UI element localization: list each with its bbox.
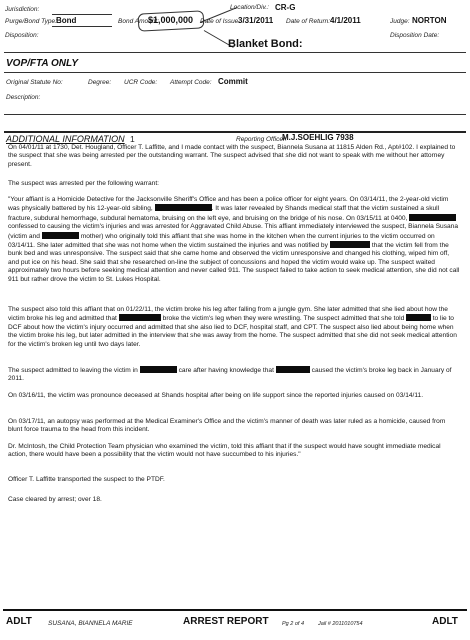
narrative-text: "Your affiant is a Homicide Detective for the Jacksonville Sheriff's Office and has been a police officer for eight years. On 03/14/11, the 2-year-old victim was physically battered by his 12-year-old sibling, — [8, 196, 451, 213]
narrative-paragraph — [8, 144, 460, 169]
original-statute-label: Original Statute No: — [6, 79, 63, 86]
narrative-paragraph — [8, 196, 460, 284]
narrative-text: that the victim fell from the bunk bed and was unresponsive. The suspect said that she came home and observed the victim unresponsive and changed his clothing, wiped him off, and put ice on his head. She said that she researched on-line the subject of concussions and hoped the victim would wake up. The suspect waited approximately two hours before seeking medical attention and never called 911. The suspect failed to take action to seek medical attention, she did not call 911 but rather drove the victim to St. Lukes Hospital. — [8, 242, 462, 283]
date-of-return-value: 4/1/2011 — [330, 16, 361, 25]
narrative-text: caused the victim's broke leg back in January of 2011. — [8, 367, 454, 383]
date-of-issue-label: Date of Issue: — [200, 18, 241, 25]
redaction-box — [276, 366, 310, 373]
narrative-paragraph — [8, 496, 460, 504]
header-divider — [4, 52, 466, 53]
ucr-code-label: UCR Code: — [124, 79, 158, 86]
redaction-box — [119, 314, 161, 321]
reporting-officer-label: Reporting Officer: — [236, 136, 287, 143]
footer-rule — [3, 609, 467, 611]
narrative-text: to lie to DCF about how the victim's injury occurred and admitted that she also lied to DCF, hospital staff, and CPT. The suspect also lied about being home when the victim broke his leg, but later admitted in the interview that she was away from the home. The suspect admitted that she did not seek medical attention for the victim's broken leg until two days later. — [8, 315, 459, 348]
vop-divider — [4, 72, 466, 73]
redaction-box — [406, 314, 431, 321]
narrative-paragraph — [8, 392, 460, 400]
description-divider — [4, 114, 466, 115]
judge-value: NORTON — [412, 16, 447, 25]
narrative-paragraph — [8, 306, 460, 349]
date-of-return-label: Date of Return: — [286, 18, 331, 25]
bond-amount-label: Bond Amount: — [118, 18, 159, 25]
narrative-text: care after having knowledge that — [176, 367, 276, 374]
location-value: CR-G — [275, 3, 296, 12]
narrative-text: The suspect also told this affiant that on 01/22/11, the victim broke his leg after falling from a jungle gym. She later admitted that she lied about how the victim broke his leg and admitted that — [8, 306, 450, 323]
narrative-text: . It was later revealed by Shands medical staff that the victim sustained a skull fracture, subdural hemorrhage, subdural hematoma, bruising on the left eye, and bruising on the bridge of his nose. On 03/15/11 at 0400, — [8, 205, 441, 222]
footer-jail-number: Jail # 2011010754 — [318, 621, 363, 627]
attempt-code-value: Commit — [218, 77, 248, 86]
footer-subject-name: SUSANA, BIANNELA MARIE — [48, 620, 133, 627]
disposition-date-label: Disposition Date: — [390, 32, 440, 39]
footer-page: Pg 2 of 4 — [282, 621, 305, 627]
judge-label: Judge: — [390, 18, 410, 25]
purge-bond-type-value: Bond — [56, 16, 77, 25]
blanket-bond-label: Blanket Bond: — [228, 38, 303, 50]
footer-title: ARREST REPORT — [183, 616, 269, 627]
degree-label: Degree: — [88, 79, 112, 86]
jurisdiction-underline — [52, 14, 112, 15]
redaction-box — [330, 241, 370, 248]
vop-fta-title: VOP/FTA ONLY — [6, 58, 79, 69]
narrative-text: On 03/16/11, the victim was pronounce deceased at Shands hospital after being on life support since the reported injuries caused on 03/14/11. — [8, 392, 424, 399]
narrative-text: On 04/01/11 at 1730, Det. Hougland, Officer T. Laffitte, and I made contact with the suspect, Biannela Susana at 11815 Alden Rd., Apt#102. I explained to the suspect that she was being arrested per the outstanding warrant. The suspect advised that she did not want to speak with me without her attorney present. — [8, 144, 458, 168]
footer-left-code: ADLT — [6, 616, 32, 627]
redaction-box — [42, 232, 79, 239]
additional-info-top-rule — [4, 131, 466, 133]
narrative-text: Officer T. Laffitte transported the suspect to the PTDF. — [8, 476, 165, 483]
narrative-text: The suspect was arrested per the following warrant: — [8, 180, 159, 187]
footer-right-code: ADLT — [432, 616, 458, 627]
purge-bond-type-label: Purge/Bond Type: — [5, 18, 57, 25]
location-label: Location/Div.: — [230, 4, 269, 11]
narrative-text: Case cleared by arrest; over 18. — [8, 496, 102, 503]
date-of-issue-value: 3/31/2011 — [238, 16, 274, 25]
disposition-label: Disposition: — [5, 32, 39, 39]
jurisdiction-label: Jurisdiction: — [5, 6, 40, 13]
ink-scrawl-loop — [138, 10, 205, 31]
redaction-box — [155, 204, 212, 211]
narrative-text: The suspect admitted to leaving the victim in — [8, 367, 140, 374]
narrative-paragraph — [8, 366, 460, 384]
narrative-paragraph — [8, 443, 460, 460]
narrative-paragraph — [8, 418, 460, 435]
attempt-code-label: Attempt Code: — [170, 79, 212, 86]
bond-amount-value: $1,000,000 — [148, 15, 194, 25]
narrative-paragraph — [8, 476, 460, 484]
redaction-box — [140, 366, 177, 373]
narrative-text: confessed to causing the victim's injuries and was arrested for Aggravated Child Abuse. This affiant immediately interviewed the suspect, Biannela Susana (victim and — [8, 214, 460, 240]
narrative-text: Dr. McIntosh, the Child Protection Team physician who examined the victim, told this affiant that if the suspect would have sought immediate medical action, there would have been a possibility that the victim would not have succumbed to his injuries." — [8, 443, 443, 459]
redaction-box — [409, 214, 456, 221]
description-label: Description: — [6, 94, 41, 101]
narrative-text: broke the victim's leg when they were wrestling. The suspect admitted that she told — [160, 315, 407, 323]
narrative-paragraph — [8, 180, 460, 188]
narrative-text: mother) who originally told this affiant that she was home in the kitchen when the current injuries to the victim occurred on 03/14/11. She later admitted that she was not home when the victim sustained the injuries and was notified by — [8, 232, 437, 250]
additional-info-number: 1 — [130, 134, 135, 144]
reporting-officer-value: M.J.SOEHLIG 7938 — [282, 133, 354, 142]
bond-type-underline — [52, 26, 112, 27]
additional-info-heading: ADDITIONAL INFORMATION — [6, 134, 125, 144]
narrative-text: On 03/17/11, an autopsy was performed at the Medical Examiner's Office and the victim's manner of death was later ruled as a homicide, caused from blunt force trauma to the head from this incident. — [8, 418, 448, 434]
